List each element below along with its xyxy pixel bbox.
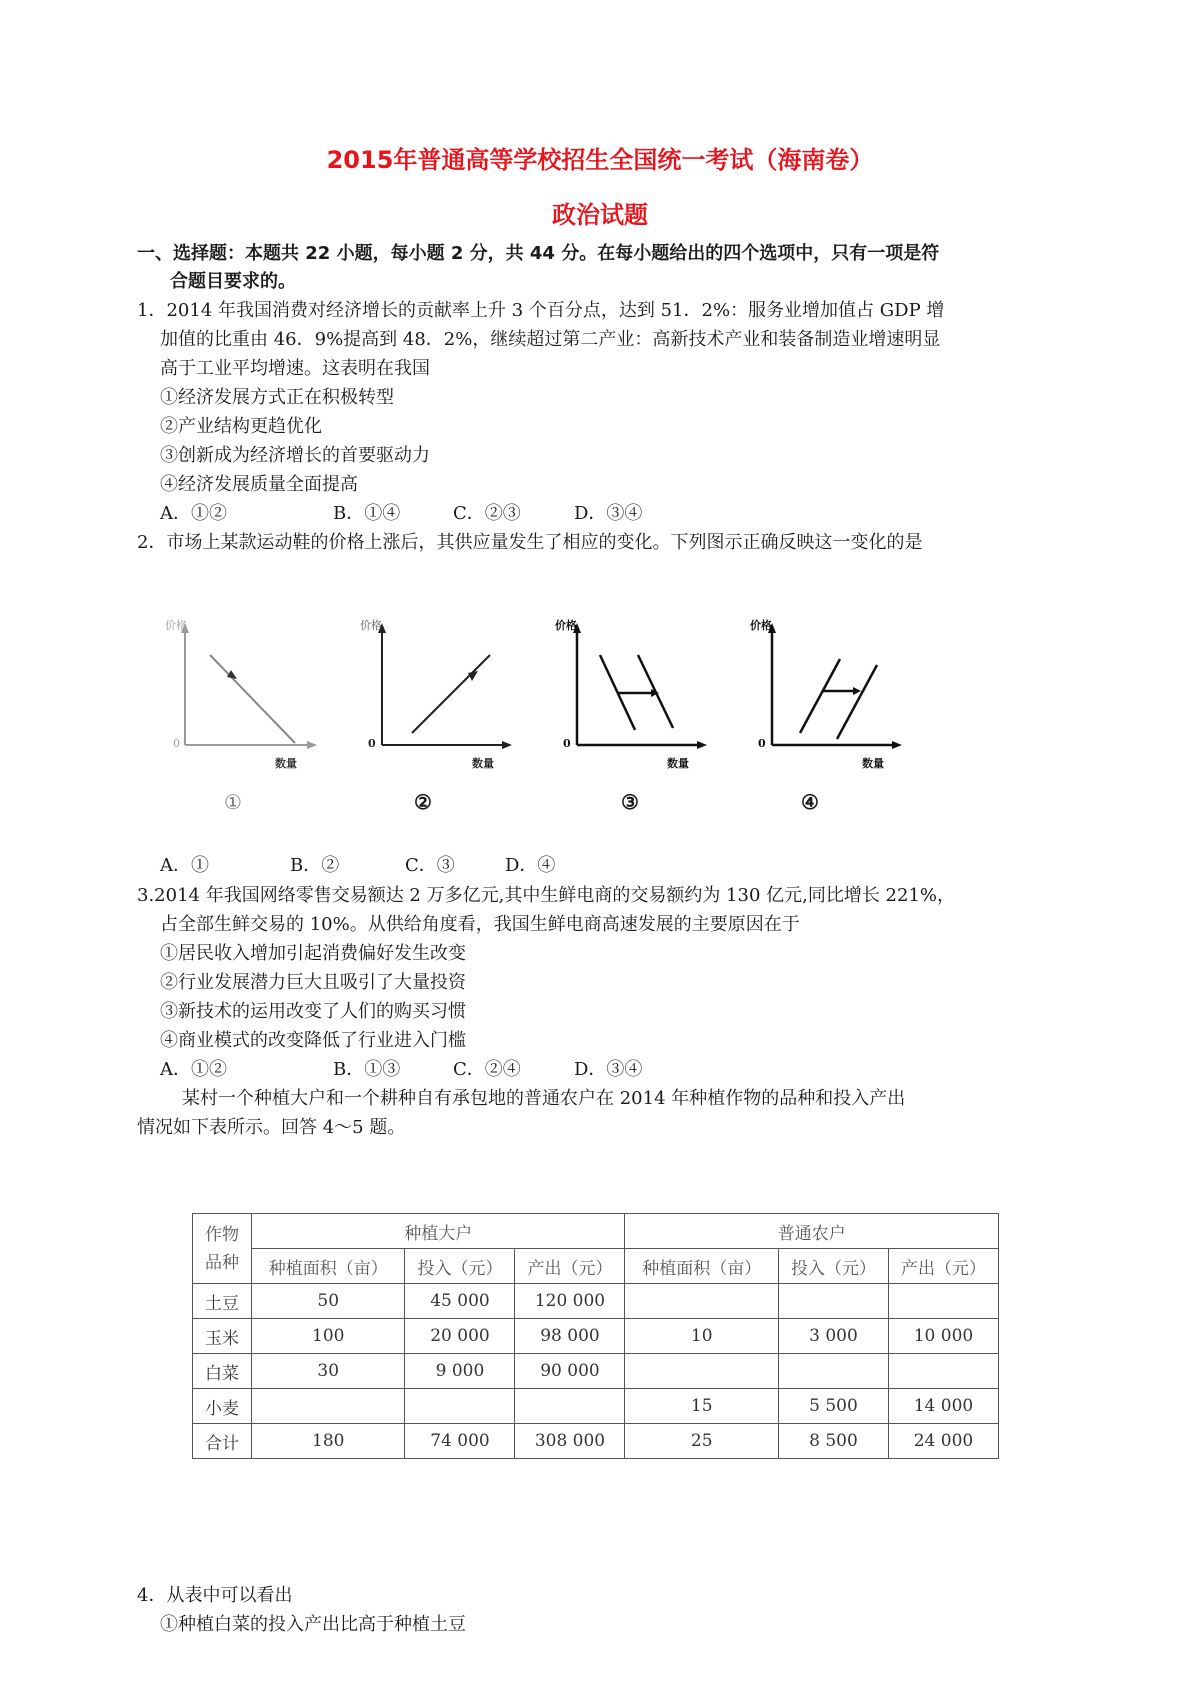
cell <box>625 1354 778 1389</box>
graph-3-demand-shift <box>555 615 715 775</box>
q3-option-d[interactable]: D．③④ <box>574 1059 643 1080</box>
section-instructions-line2: 合题目要求的。 <box>170 271 296 292</box>
x-axis-arrow <box>892 741 902 749</box>
cell: 15 <box>625 1389 778 1424</box>
cell: 14 000 <box>888 1389 998 1424</box>
direction-arrow <box>468 671 478 681</box>
cell: 74 000 <box>405 1424 515 1459</box>
cell: 98 000 <box>515 1319 625 1354</box>
cell <box>625 1284 778 1319</box>
cell: 24 000 <box>888 1424 998 1459</box>
direction-arrow <box>227 670 237 679</box>
x-label: 数量 <box>275 757 297 770</box>
q3-option-c[interactable]: C．②④ <box>453 1059 521 1080</box>
x-axis-arrow <box>502 741 512 749</box>
x-label: 数量 <box>472 757 494 770</box>
cell: 8 500 <box>778 1424 888 1459</box>
crop-name: 白菜 <box>193 1354 252 1389</box>
sub-header-area: 种植面积（亩） <box>252 1249 405 1284</box>
cell <box>888 1354 998 1389</box>
table-intro-line2: 情况如下表所示。回答 4～5 题。 <box>137 1117 406 1138</box>
graph-3-label: ③ <box>621 790 639 814</box>
q3-option-b[interactable]: B．①③ <box>333 1059 401 1080</box>
sub-header-output: 产出（元） <box>515 1249 625 1284</box>
cell <box>888 1284 998 1319</box>
q2-option-a[interactable]: A．① <box>160 855 209 876</box>
q2-option-d[interactable]: D．④ <box>505 855 556 876</box>
x-axis-arrow <box>307 741 317 749</box>
origin-label: 0 <box>563 737 571 750</box>
table-row <box>193 1284 999 1319</box>
sub-header-output: 产出（元） <box>888 1249 998 1284</box>
y-label: 价格 <box>165 619 187 632</box>
table-intro-line1: 某村一个种植大户和一个耕种自有承包地的普通农户在 2014 年种植作物的品种和投入产出 <box>182 1088 906 1109</box>
shift-arrow-head <box>853 687 861 695</box>
graph-4-supply-shift <box>750 615 910 775</box>
curve <box>412 655 490 733</box>
graph-1-label: ① <box>224 790 242 814</box>
table-sub-header-row <box>193 1249 999 1284</box>
x-label: 数量 <box>862 757 884 770</box>
sub-header-area: 种植面积（亩） <box>625 1249 778 1284</box>
group-header-big-farmer: 种植大户 <box>252 1214 625 1249</box>
sub-header-input: 投入（元） <box>405 1249 515 1284</box>
q4-stem: 4．从表中可以看出 <box>137 1585 293 1606</box>
crop-name: 小麦 <box>193 1389 252 1424</box>
origin-label: 0 <box>758 737 766 750</box>
q1-option-a[interactable]: A．①② <box>160 503 227 524</box>
cell: 10 000 <box>888 1319 998 1354</box>
q2-option-c[interactable]: C．③ <box>405 855 455 876</box>
graph-2-supply-curve <box>360 615 520 775</box>
cell <box>778 1354 888 1389</box>
q1-stem-line1: 1．2014 年我国消费对经济增长的贡献率上升 3 个百分点，达到 51．2%：服务业增加值占 GDP 增 <box>137 300 945 321</box>
crop-name: 土豆 <box>193 1284 252 1319</box>
crop-header-line1: 作物 <box>205 1224 239 1245</box>
q3-option-a[interactable]: A．①② <box>160 1059 227 1080</box>
cell: 180 <box>252 1424 405 1459</box>
section-instructions-line1: 一、选择题：本题共 22 小题，每小题 2 分，共 44 分。在每小题给出的四个选项中，只有一项是符 <box>137 243 940 264</box>
crop-name: 合计 <box>193 1424 252 1459</box>
x-axis-arrow <box>697 741 707 749</box>
cell: 120 000 <box>515 1284 625 1319</box>
cell: 5 500 <box>778 1389 888 1424</box>
q1-stem-line3: 高于工业平均增速。这表明在我国 <box>160 358 430 379</box>
q1-item-1: ①经济发展方式正在积极转型 <box>160 387 394 408</box>
graph-4-label: ④ <box>801 790 819 814</box>
subject-title: 政治试题 <box>552 201 648 229</box>
graph-2-label: ② <box>414 790 432 814</box>
q3-item-1: ①居民收入增加引起消费偏好发生改变 <box>160 943 466 964</box>
cell: 10 <box>625 1319 778 1354</box>
crop-input-output-table <box>192 1213 999 1459</box>
q3-stem-line1: 3.2014 年我国网络零售交易额达 2 万多亿元,其中生鲜电商的交易额约为 130 亿元,同比增长 221%， <box>137 885 956 906</box>
q1-option-c[interactable]: C．②③ <box>453 503 521 524</box>
q1-option-b[interactable]: B．①④ <box>333 503 401 524</box>
q4-item-1: ①种植白菜的投入产出比高于种植土豆 <box>160 1614 466 1635</box>
cell: 45 000 <box>405 1284 515 1319</box>
q1-option-d[interactable]: D．③④ <box>574 503 643 524</box>
q1-item-2: ②产业结构更趋优化 <box>160 416 322 437</box>
q1-item-3: ③创新成为经济增长的首要驱动力 <box>160 445 430 466</box>
crop-header <box>193 1214 252 1284</box>
cell: 9 000 <box>405 1354 515 1389</box>
table-row <box>193 1389 999 1424</box>
x-label: 数量 <box>667 757 689 770</box>
y-label: 价格 <box>360 619 382 632</box>
cell <box>405 1389 515 1424</box>
y-label: 价格 <box>750 619 772 632</box>
cell: 25 <box>625 1424 778 1459</box>
q3-item-4: ④商业模式的改变降低了行业进入门槛 <box>160 1030 466 1051</box>
cell: 308 000 <box>515 1424 625 1459</box>
graph-1-demand-curve <box>165 615 325 775</box>
q3-stem-line2: 占全部生鲜交易的 10%。从供给角度看，我国生鲜电商高速发展的主要原因在于 <box>160 914 800 935</box>
curve-shifted <box>837 665 877 739</box>
cell: 20 000 <box>405 1319 515 1354</box>
cell: 50 <box>252 1284 405 1319</box>
cell: 90 000 <box>515 1354 625 1389</box>
crop-name: 玉米 <box>193 1319 252 1354</box>
cell <box>778 1284 888 1319</box>
group-header-ordinary-farmer: 普通农户 <box>625 1214 999 1249</box>
sub-header-input: 投入（元） <box>778 1249 888 1284</box>
cell: 100 <box>252 1319 405 1354</box>
cell <box>252 1389 405 1424</box>
curve-original <box>800 659 840 733</box>
cell: 3 000 <box>778 1319 888 1354</box>
y-label: 价格 <box>555 619 577 632</box>
curve <box>210 655 295 743</box>
q3-item-2: ②行业发展潜力巨大且吸引了大量投资 <box>160 972 466 993</box>
q1-stem-line2: 加值的比重由 46．9%提高到 48．2%，继续超过第二产业：高新技术产业和装备制造业增速明显 <box>160 329 941 350</box>
crop-header-line2: 品种 <box>205 1252 239 1273</box>
origin-label: 0 <box>173 737 180 750</box>
table-row <box>193 1354 999 1389</box>
cell: 30 <box>252 1354 405 1389</box>
q3-item-3: ③新技术的运用改变了人们的购买习惯 <box>160 1001 466 1022</box>
table-row <box>193 1319 999 1354</box>
table-total-row <box>193 1424 999 1459</box>
table-group-header-row <box>193 1214 999 1249</box>
q2-stem: 2．市场上某款运动鞋的价格上涨后，其供应量发生了相应的变化。下列图示正确反映这一变化的是 <box>137 532 923 553</box>
origin-label: 0 <box>368 737 376 750</box>
cell <box>515 1389 625 1424</box>
q1-item-4: ④经济发展质量全面提高 <box>160 474 358 495</box>
q2-option-b[interactable]: B．② <box>290 855 340 876</box>
exam-title: 2015年普通高等学校招生全国统一考试（海南卷） <box>326 146 874 174</box>
